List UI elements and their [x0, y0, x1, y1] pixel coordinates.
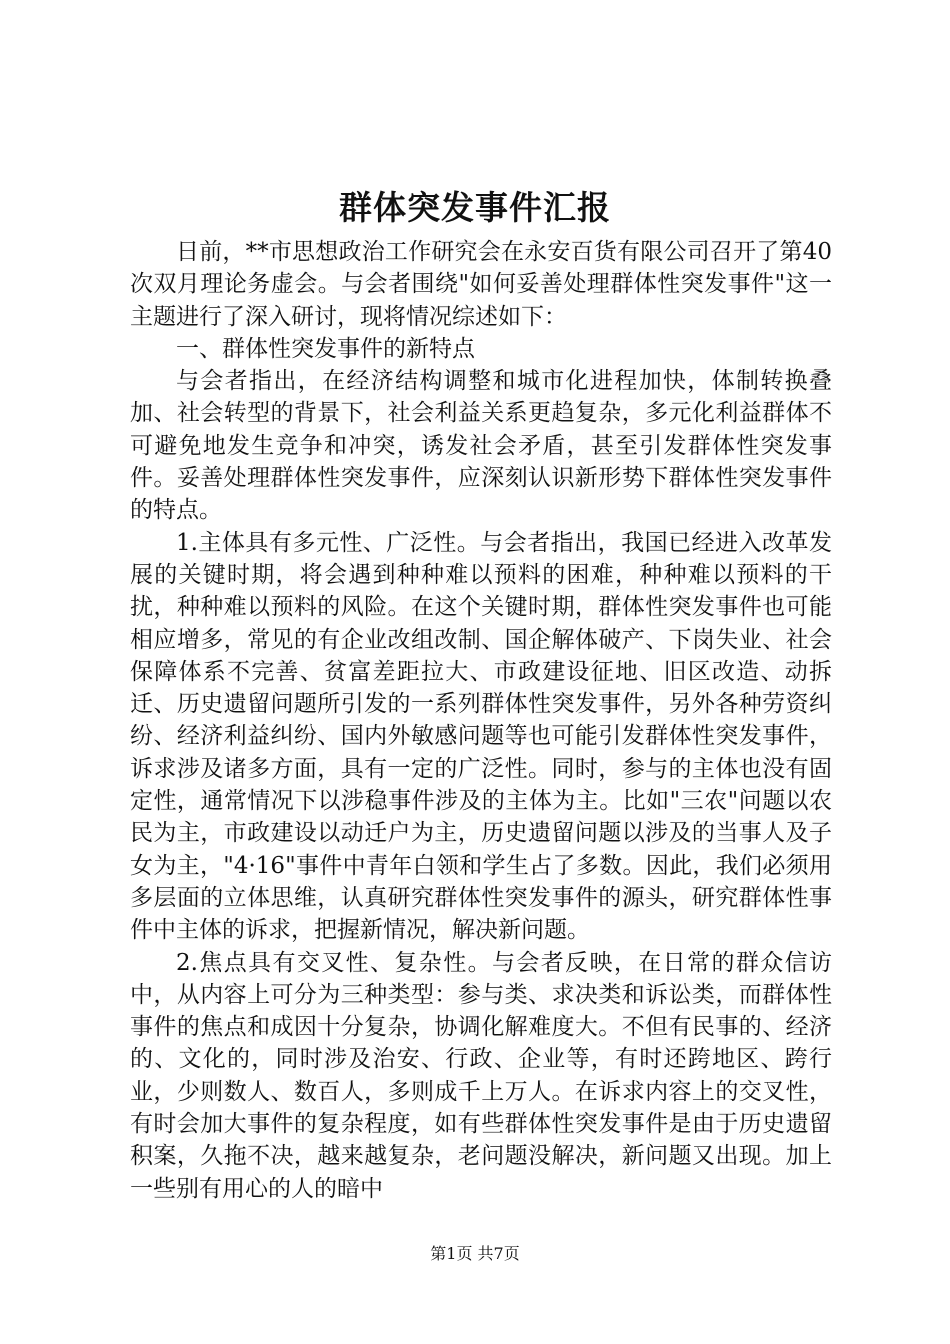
paragraph-intro: 日前，**市思想政治工作研究会在永安百货有限公司召开了第40次双月理论务虚会。与会者围绕"如何妥善处理群体性突发事件"这一主题进行了深入研讨，现将情况综述如下： — [130, 239, 832, 330]
document-title: 群体突发事件汇报 — [339, 188, 611, 227]
paragraph-point-2: 2.焦点具有交叉性、复杂性。与会者反映，在日常的群众信访中，从内容上可分为三种类型：参与类、求决类和诉讼类，而群体性事件的焦点和成因十分复杂，协调化解难度大。不但有民事的、经济的、文化的，同时涉及治安、行政、企业等，有时还跨地区、跨行业，少则数人、数百人，多则成千上万人。在诉求内容上的交叉性，有时会加大事件的复杂程度，如有些群体性突发事件是由于历史遗留积案，久拖不决，越来越复杂，老问题没解决，新问题又出现。加上一些别有用心的人的暗中 — [130, 949, 832, 1202]
paragraph-point-1: 1.主体具有多元性、广泛性。与会者指出，我国已经进入改革发展的关键时期，将会遇到种种难以预料的困难，种种难以预料的干扰，种种难以预料的风险。在这个关键时期，群体性突发事件也可能相应增多，常见的有企业改组改制、国企解体破产、下岗失业、社会保障体系不完善、贫富差距拉大、市政建设征地、旧区改造、动拆迁、历史遗留问题所引发的一系列群体性突发事件，另外各种劳资纠纷、经济利益纠纷、国内外敏感问题等也可能引发群体性突发事件，诉求涉及诸多方面，具有一定的广泛性。同时，参与的主体也没有固定性，通常情况下以涉稳事件涉及的主体为主。比如"三农"问题以农民为主，市政建设以动迁户为主，历史遗留问题以涉及的当事人及子女为主，"4·16"事件中青年白领和学生占了多数。因此，我们必须用多层面的立体思维，认真研究群体性突发事件的源头，研究群体性事件中主体的诉求，把握新情况，解决新问题。 — [130, 529, 832, 944]
page-number-footer: 第1页 共7页 — [430, 1244, 520, 1263]
document-body — [130, 236, 832, 1205]
paragraph-overview: 与会者指出，在经济结构调整和城市化进程加快，体制转换叠加、社会转型的背景下，社会利益关系更趋复杂，多元化利益群体不可避免地发生竞争和冲突，诱发社会矛盾，甚至引发群体性突发事件。妥善处理群体性突发事件，应深刻认识新形势下群体性突发事件的特点。 — [130, 368, 832, 524]
section-heading-1: 一、群体性突发事件的新特点 — [176, 335, 475, 362]
